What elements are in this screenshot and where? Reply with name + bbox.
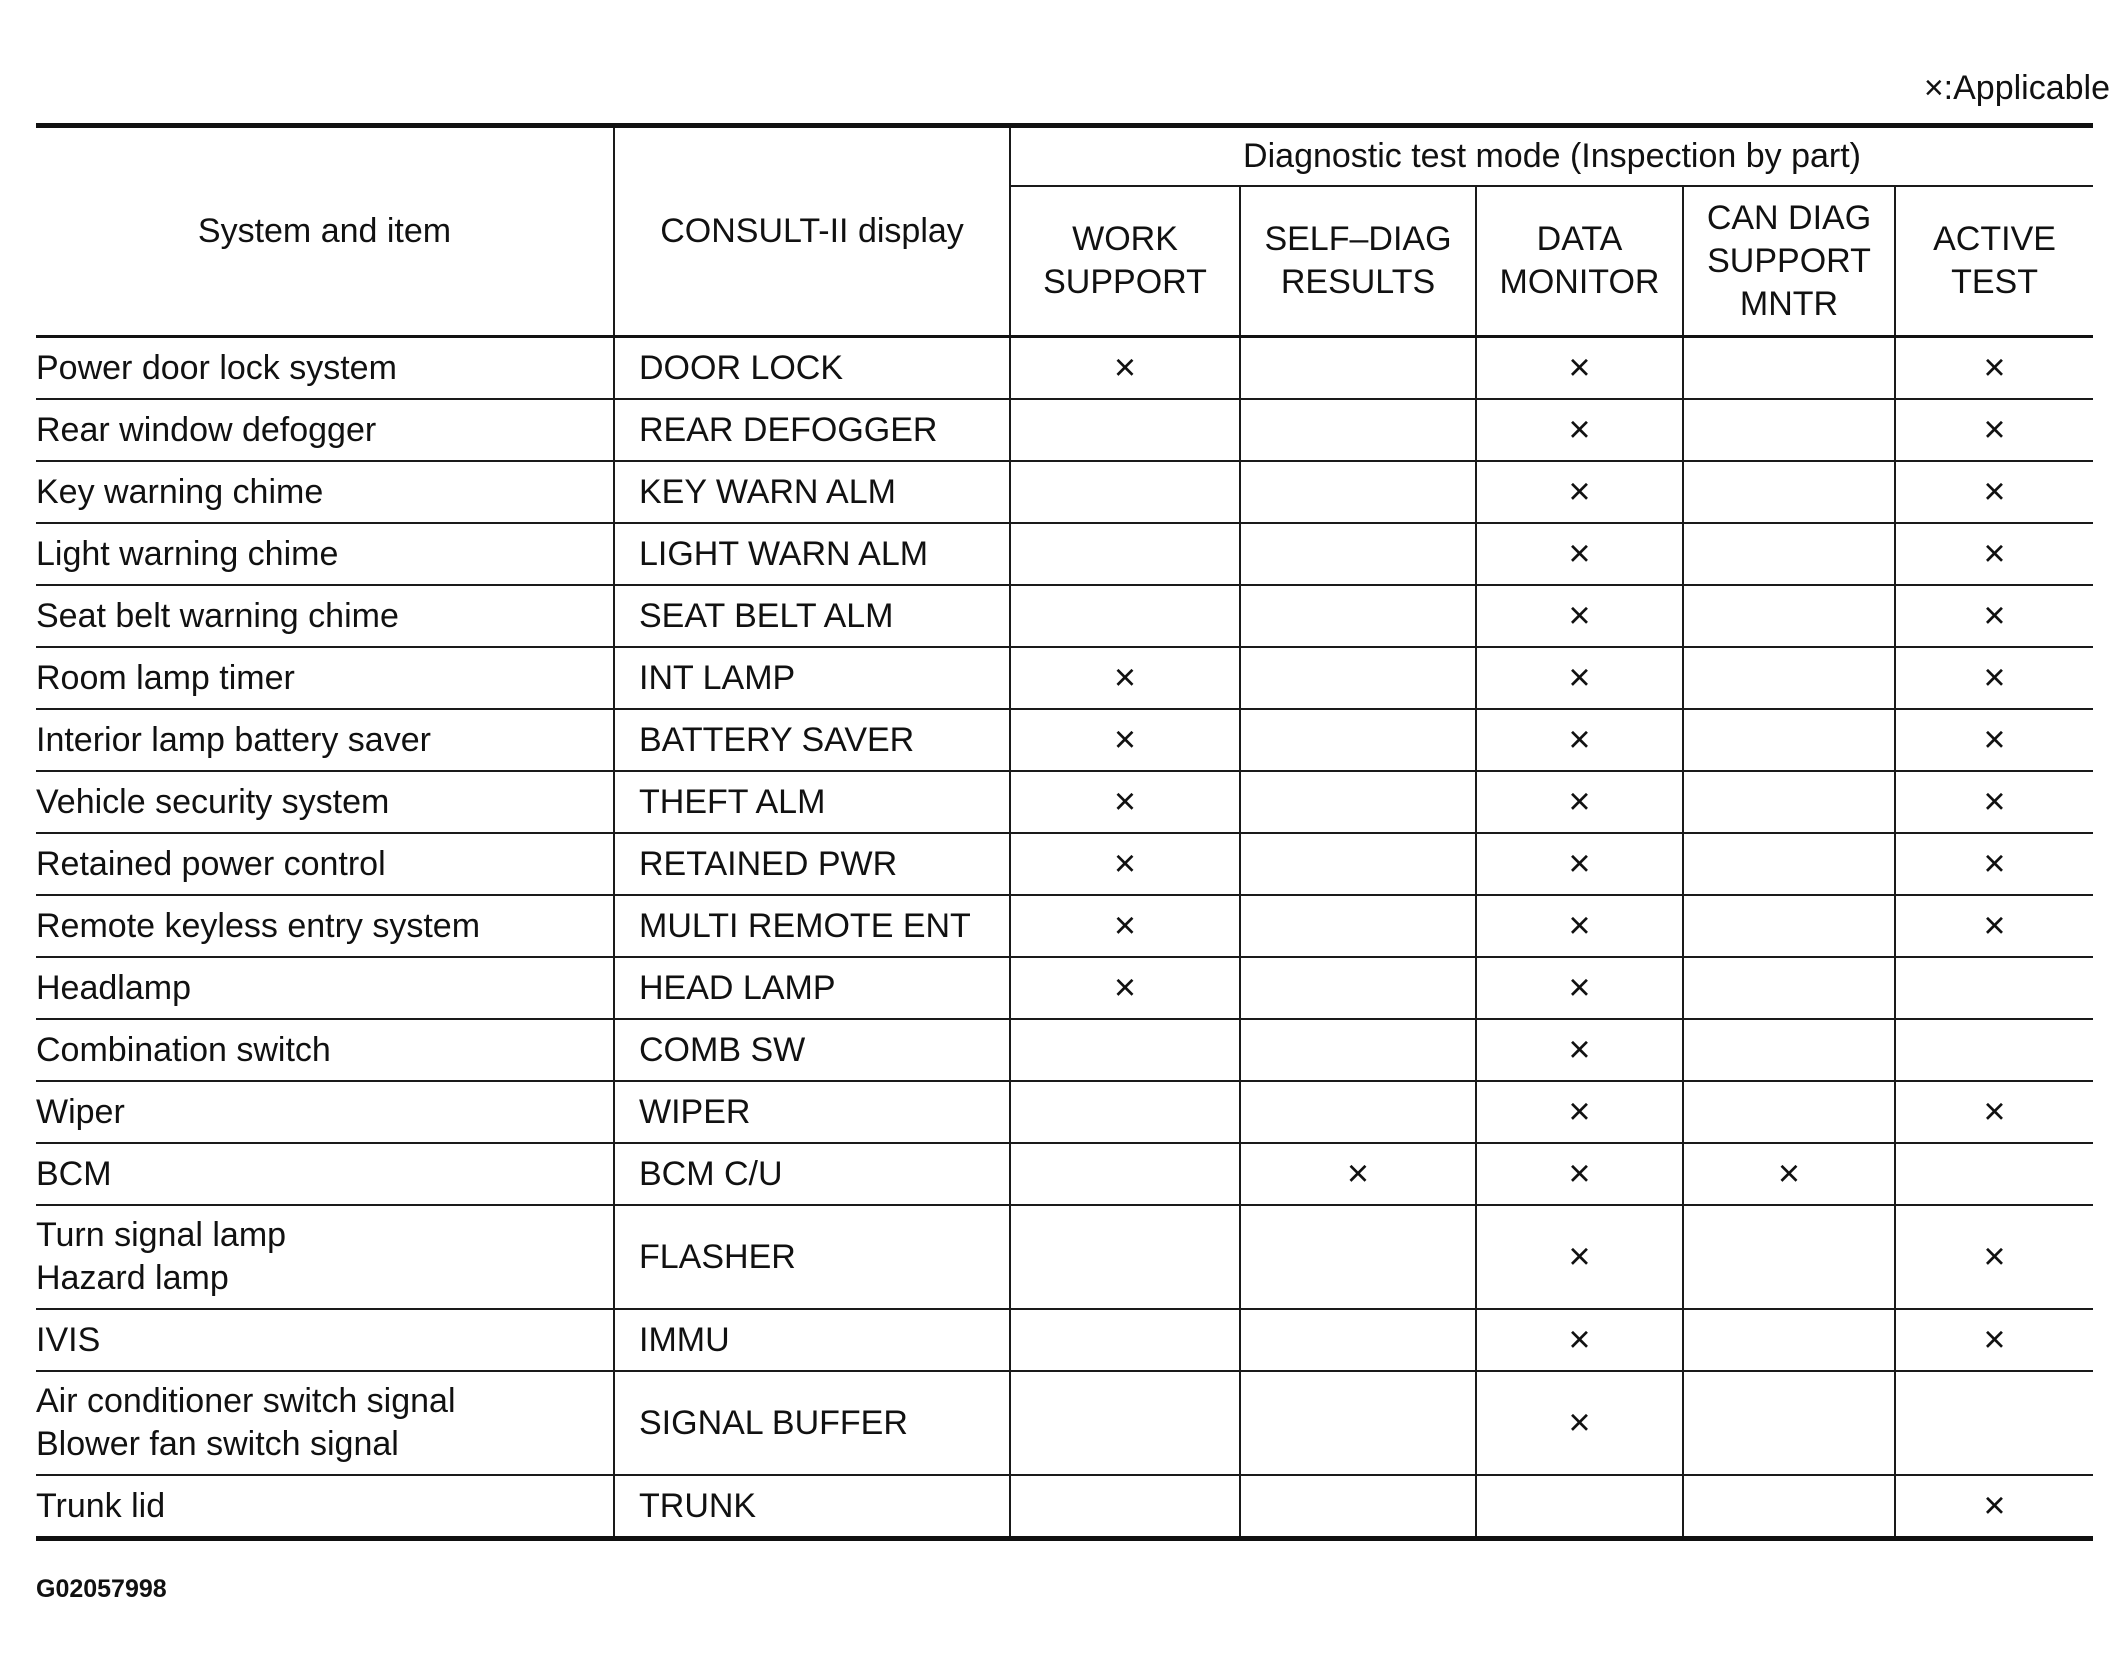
self-diag-results-mark-cell <box>1240 337 1476 400</box>
work-support-header: WORK SUPPORT <box>1010 186 1240 337</box>
can-diag-support-mntr-mark-cell <box>1683 1205 1895 1309</box>
work-support-mark-cell: × <box>1010 337 1240 400</box>
can-diag-support-mntr-mark-cell <box>1683 1371 1895 1475</box>
active-test-mark-cell: × <box>1895 709 2093 771</box>
self-diag-results-mark-cell <box>1240 771 1476 833</box>
table-row <box>36 1475 2093 1539</box>
active-test-mark-cell <box>1895 1143 2093 1205</box>
data-monitor-mark-cell: × <box>1476 1143 1683 1205</box>
active-test-mark-cell: × <box>1895 771 2093 833</box>
self-diag-results-mark-cell <box>1240 709 1476 771</box>
consult-display-cell: RETAINED PWR <box>614 833 1010 895</box>
work-support-mark-cell: × <box>1010 647 1240 709</box>
data-monitor-mark-cell: × <box>1476 833 1683 895</box>
consult-display-cell: IMMU <box>614 1309 1010 1371</box>
table-row <box>36 1309 2093 1371</box>
work-support-mark-cell: × <box>1010 957 1240 1019</box>
active-test-mark-cell: × <box>1895 461 2093 523</box>
work-support-mark-cell <box>1010 1475 1240 1539</box>
self-diag-results-mark-cell <box>1240 1475 1476 1539</box>
active-test-mark-cell: × <box>1895 1205 2093 1309</box>
can-diag-support-mntr-mark-cell <box>1683 337 1895 400</box>
work-support-mark-cell <box>1010 399 1240 461</box>
system-item-cell: Turn signal lamp Hazard lamp <box>36 1205 614 1309</box>
consult-display-cell: KEY WARN ALM <box>614 461 1010 523</box>
system-item-cell: Power door lock system <box>36 337 614 400</box>
can-diag-support-mntr-mark-cell <box>1683 647 1895 709</box>
table-row <box>36 771 2093 833</box>
active-test-mark-cell <box>1895 957 2093 1019</box>
can-diag-support-mntr-mark-cell <box>1683 895 1895 957</box>
self-diag-results-mark-cell <box>1240 523 1476 585</box>
table-row <box>36 1371 2093 1475</box>
active-test-mark-cell: × <box>1895 1081 2093 1143</box>
data-monitor-mark-cell: × <box>1476 1081 1683 1143</box>
data-monitor-mark-cell: × <box>1476 771 1683 833</box>
can-diag-support-mntr-mark-cell <box>1683 523 1895 585</box>
active-test-mark-cell: × <box>1895 585 2093 647</box>
self-diag-results-mark-cell: × <box>1240 1143 1476 1205</box>
system-item-cell: Headlamp <box>36 957 614 1019</box>
system-item-header: System and item <box>36 126 614 337</box>
can-diag-support-mntr-mark-cell <box>1683 771 1895 833</box>
consult-display-cell: TRUNK <box>614 1475 1010 1539</box>
consult-display-cell: BATTERY SAVER <box>614 709 1010 771</box>
system-item-cell: Remote keyless entry system <box>36 895 614 957</box>
consult-display-cell: FLASHER <box>614 1205 1010 1309</box>
work-support-mark-cell <box>1010 461 1240 523</box>
consult-display-cell: BCM C/U <box>614 1143 1010 1205</box>
work-support-mark-cell: × <box>1010 709 1240 771</box>
self-diag-results-mark-cell <box>1240 1081 1476 1143</box>
work-support-mark-cell: × <box>1010 833 1240 895</box>
work-support-mark-cell <box>1010 1019 1240 1081</box>
table-row <box>36 1205 2093 1309</box>
active-test-mark-cell: × <box>1895 1475 2093 1539</box>
table-row <box>36 523 2093 585</box>
figure-id: G02057998 <box>36 1575 167 1603</box>
diagnostic-test-mode-header: Diagnostic test mode (Inspection by part) <box>1010 126 2093 187</box>
active-test-mark-cell <box>1895 1019 2093 1081</box>
data-monitor-mark-cell: × <box>1476 647 1683 709</box>
work-support-mark-cell: × <box>1010 895 1240 957</box>
self-diag-results-mark-cell <box>1240 1309 1476 1371</box>
self-diag-results-mark-cell <box>1240 1371 1476 1475</box>
system-item-cell: Key warning chime <box>36 461 614 523</box>
table-row <box>36 461 2093 523</box>
table-row <box>36 1081 2093 1143</box>
consult-display-cell: HEAD LAMP <box>614 957 1010 1019</box>
table-body <box>36 337 2093 1539</box>
active-test-header: ACTIVE TEST <box>1895 186 2093 337</box>
can-diag-support-mntr-mark-cell <box>1683 1309 1895 1371</box>
data-monitor-mark-cell: × <box>1476 399 1683 461</box>
table-row <box>36 895 2093 957</box>
data-monitor-mark-cell: × <box>1476 895 1683 957</box>
self-diag-results-mark-cell <box>1240 1019 1476 1081</box>
consult-display-cell: MULTI REMOTE ENT <box>614 895 1010 957</box>
system-item-cell: Wiper <box>36 1081 614 1143</box>
consult-display-cell: COMB SW <box>614 1019 1010 1081</box>
work-support-mark-cell <box>1010 523 1240 585</box>
consult-display-cell: REAR DEFOGGER <box>614 399 1010 461</box>
table-header <box>36 126 2093 337</box>
table-row <box>36 337 2093 400</box>
active-test-mark-cell: × <box>1895 647 2093 709</box>
consult-display-cell: DOOR LOCK <box>614 337 1010 400</box>
table-row <box>36 585 2093 647</box>
can-diag-support-mntr-header: CAN DIAG SUPPORT MNTR <box>1683 186 1895 337</box>
system-item-cell: Combination switch <box>36 1019 614 1081</box>
consult-display-cell: SIGNAL BUFFER <box>614 1371 1010 1475</box>
self-diag-results-mark-cell <box>1240 585 1476 647</box>
data-monitor-mark-cell: × <box>1476 1019 1683 1081</box>
data-monitor-mark-cell: × <box>1476 957 1683 1019</box>
can-diag-support-mntr-mark-cell <box>1683 461 1895 523</box>
consult-display-header: CONSULT-II display <box>614 126 1010 337</box>
table-row <box>36 399 2093 461</box>
work-support-mark-cell <box>1010 1309 1240 1371</box>
table-row <box>36 833 2093 895</box>
can-diag-support-mntr-mark-cell <box>1683 709 1895 771</box>
data-monitor-mark-cell: × <box>1476 337 1683 400</box>
system-item-cell: Air conditioner switch signal Blower fan switch signal <box>36 1371 614 1475</box>
consult-display-cell: WIPER <box>614 1081 1010 1143</box>
active-test-mark-cell: × <box>1895 337 2093 400</box>
self-diag-results-mark-cell <box>1240 1205 1476 1309</box>
data-monitor-mark-cell: × <box>1476 461 1683 523</box>
active-test-mark-cell: × <box>1895 833 2093 895</box>
header-row-top <box>36 126 2093 187</box>
system-item-cell: Light warning chime <box>36 523 614 585</box>
can-diag-support-mntr-mark-cell <box>1683 1081 1895 1143</box>
work-support-mark-cell <box>1010 1371 1240 1475</box>
work-support-mark-cell <box>1010 1143 1240 1205</box>
data-monitor-mark-cell: × <box>1476 585 1683 647</box>
table-row <box>36 709 2093 771</box>
self-diag-results-mark-cell <box>1240 957 1476 1019</box>
data-monitor-mark-cell: × <box>1476 1309 1683 1371</box>
work-support-mark-cell <box>1010 585 1240 647</box>
self-diag-results-mark-cell <box>1240 461 1476 523</box>
consult-display-cell: INT LAMP <box>614 647 1010 709</box>
data-monitor-mark-cell: × <box>1476 1205 1683 1309</box>
system-item-cell: Vehicle security system <box>36 771 614 833</box>
applicable-legend: ×:Applicable <box>1923 69 2110 107</box>
can-diag-support-mntr-mark-cell: × <box>1683 1143 1895 1205</box>
table-row <box>36 957 2093 1019</box>
data-monitor-mark-cell <box>1476 1475 1683 1539</box>
can-diag-support-mntr-mark-cell <box>1683 585 1895 647</box>
table-row <box>36 647 2093 709</box>
active-test-mark-cell: × <box>1895 399 2093 461</box>
can-diag-support-mntr-mark-cell <box>1683 833 1895 895</box>
active-test-mark-cell: × <box>1895 895 2093 957</box>
work-support-mark-cell <box>1010 1081 1240 1143</box>
data-monitor-mark-cell: × <box>1476 709 1683 771</box>
system-item-cell: Seat belt warning chime <box>36 585 614 647</box>
self-diag-results-mark-cell <box>1240 399 1476 461</box>
system-item-cell: Room lamp timer <box>36 647 614 709</box>
data-monitor-mark-cell: × <box>1476 523 1683 585</box>
diagnostic-mode-table <box>36 123 2093 1541</box>
can-diag-support-mntr-mark-cell <box>1683 1019 1895 1081</box>
can-diag-support-mntr-mark-cell <box>1683 957 1895 1019</box>
self-diag-results-mark-cell <box>1240 833 1476 895</box>
can-diag-support-mntr-mark-cell <box>1683 1475 1895 1539</box>
system-item-cell: Interior lamp battery saver <box>36 709 614 771</box>
consult-display-cell: THEFT ALM <box>614 771 1010 833</box>
active-test-mark-cell: × <box>1895 523 2093 585</box>
active-test-mark-cell: × <box>1895 1309 2093 1371</box>
work-support-mark-cell <box>1010 1205 1240 1309</box>
system-item-cell: BCM <box>36 1143 614 1205</box>
data-monitor-mark-cell: × <box>1476 1371 1683 1475</box>
consult-display-cell: LIGHT WARN ALM <box>614 523 1010 585</box>
table-row <box>36 1019 2093 1081</box>
self-diag-results-mark-cell <box>1240 895 1476 957</box>
system-item-cell: IVIS <box>36 1309 614 1371</box>
system-item-cell: Retained power control <box>36 833 614 895</box>
table-row <box>36 1143 2093 1205</box>
active-test-mark-cell <box>1895 1371 2093 1475</box>
can-diag-support-mntr-mark-cell <box>1683 399 1895 461</box>
system-item-cell: Rear window defogger <box>36 399 614 461</box>
self-diag-results-header: SELF–DIAG RESULTS <box>1240 186 1476 337</box>
work-support-mark-cell: × <box>1010 771 1240 833</box>
data-monitor-header: DATA MONITOR <box>1476 186 1683 337</box>
consult-display-cell: SEAT BELT ALM <box>614 585 1010 647</box>
system-item-cell: Trunk lid <box>36 1475 614 1539</box>
self-diag-results-mark-cell <box>1240 647 1476 709</box>
